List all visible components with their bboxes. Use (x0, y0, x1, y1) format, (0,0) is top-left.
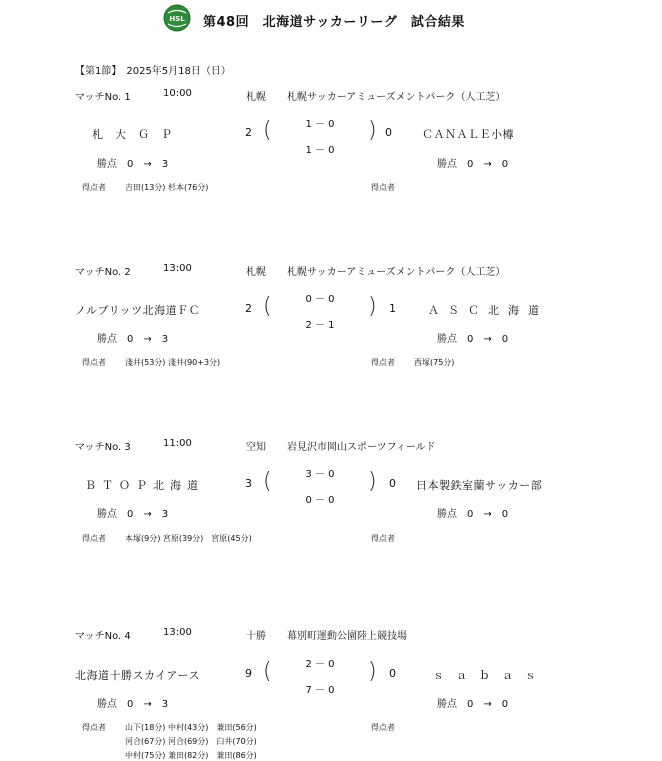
away-scorers-label: 得点者 (371, 183, 395, 192)
close-paren: ) (368, 659, 377, 684)
home-team: ノルブリッツ北海道ＦＣ (75, 304, 201, 317)
home-team: ＢＴＯＰ北海道 (85, 479, 204, 492)
away-points: 勝点 0 → 0 (437, 159, 509, 170)
match-venue: 札幌サッカーアミューズメントパーク（人工芝） (287, 92, 506, 103)
match-time: 10:00 (163, 88, 192, 99)
home-total-score: 2 (245, 126, 253, 139)
match-area: 札幌 (246, 267, 266, 278)
home-points: 勝点 0 → 3 (97, 509, 169, 520)
section-heading: 【第1節】 2025年5月18日（日） (75, 66, 231, 77)
open-paren: ( (263, 294, 272, 319)
home-scorers-line: 吉田(13分) 杉本(76分) (125, 183, 209, 192)
first-half-score: 2 － 0 (305, 659, 335, 670)
away-team: ＡＳＣ北海道 (428, 304, 548, 317)
match-number: マッチNo. 2 (75, 267, 131, 278)
away-total-score: 0 (385, 126, 393, 139)
match-area: 空知 (246, 442, 266, 453)
home-scorers-line: 山下(18分) 中村(43分) 兼田(56分) (125, 723, 257, 732)
home-scorers-label: 得点者 (82, 534, 106, 543)
second-half-score: 1 － 0 (305, 145, 335, 156)
home-total-score: 2 (245, 302, 253, 315)
match-venue: 札幌サッカーアミューズメントパーク（人工芝） (287, 267, 506, 278)
first-half-score: 0 － 0 (305, 294, 335, 305)
close-paren: ) (368, 294, 377, 319)
away-total-score: 0 (389, 667, 397, 680)
home-total-score: 3 (245, 477, 253, 490)
first-half-score: 3 － 0 (305, 469, 335, 480)
home-total-score: 9 (245, 667, 253, 680)
second-half-score: 2 － 1 (305, 320, 335, 331)
home-scorers-line: 中村(75分) 兼田(82分) 兼田(86分) (125, 751, 257, 760)
away-points: 勝点 0 → 0 (437, 699, 509, 710)
page-title: 第48回 北海道サッカーリーグ 試合結果 (203, 15, 465, 30)
away-points: 勝点 0 → 0 (437, 334, 509, 345)
open-paren: ( (263, 469, 272, 494)
away-scorers-line: 西塚(75分) (414, 358, 455, 367)
league-logo-icon (163, 4, 191, 32)
away-team: 日本製鉄室蘭サッカー部 (416, 479, 543, 492)
away-team: ｓａｂａｓ (433, 669, 548, 682)
home-scorers-line: 河合(67分) 河合(69分) 臼井(70分) (125, 737, 257, 746)
away-team: ＣＡＮＡＬＥ小樽 (422, 128, 514, 141)
away-scorers-label: 得点者 (371, 534, 395, 543)
match-number: マッチNo. 1 (75, 92, 131, 103)
close-paren: ) (368, 469, 377, 494)
match-number: マッチNo. 4 (75, 631, 131, 642)
close-paren: ) (368, 118, 377, 143)
match-time: 13:00 (163, 627, 192, 638)
home-scorers-line: 淺井(53分) 淺井(90+3分) (125, 358, 221, 367)
away-total-score: 0 (389, 477, 397, 490)
match-time: 11:00 (163, 438, 192, 449)
open-paren: ( (263, 118, 272, 143)
match-area: 十勝 (246, 631, 266, 642)
second-half-score: 0 － 0 (305, 495, 335, 506)
match-number: マッチNo. 3 (75, 442, 131, 453)
match-time: 13:00 (163, 263, 192, 274)
away-scorers-label: 得点者 (371, 723, 395, 732)
league-logo (163, 4, 191, 32)
home-scorers-line: 本塚(9分) 宮原(39分) 宮原(45分) (125, 534, 252, 543)
match-venue: 幕別町運動公園陸上競技場 (287, 631, 407, 642)
first-half-score: 1 － 0 (305, 119, 335, 130)
home-team: 北海道十勝スカイアース (75, 669, 200, 682)
home-team: 札 大 Ｇ Ｐ (92, 128, 173, 141)
away-points: 勝点 0 → 0 (437, 509, 509, 520)
home-points: 勝点 0 → 3 (97, 699, 169, 710)
home-scorers-label: 得点者 (82, 183, 106, 192)
second-half-score: 7 － 0 (305, 685, 335, 696)
logo-text: HSL (169, 15, 185, 23)
home-points: 勝点 0 → 3 (97, 159, 169, 170)
away-scorers-label: 得点者 (371, 358, 395, 367)
match-area: 札幌 (246, 92, 266, 103)
home-scorers-label: 得点者 (82, 723, 106, 732)
match-venue: 岩見沢市岡山スポーツフィールド (287, 442, 436, 453)
home-points: 勝点 0 → 3 (97, 334, 169, 345)
away-total-score: 1 (389, 302, 397, 315)
home-scorers-label: 得点者 (82, 358, 106, 367)
open-paren: ( (263, 659, 272, 684)
